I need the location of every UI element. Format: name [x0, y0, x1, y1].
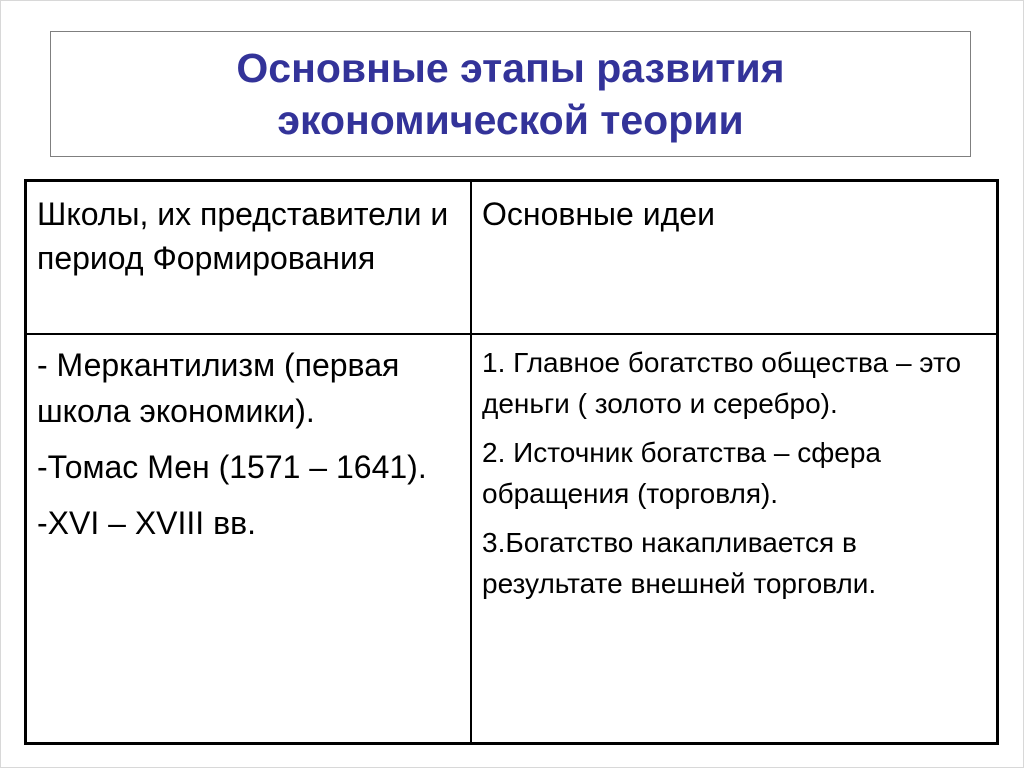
school-item: - Меркантилизм (первая школа экономики).	[37, 347, 400, 429]
title-line-2: экономической теории	[277, 97, 744, 143]
idea-item: 3.Богатство накапливается в результате внешней торговли.	[482, 527, 877, 599]
idea-item: 2. Источник богатства – сфера обращения (торговля).	[482, 437, 881, 509]
idea-item: 1. Главное богатство общества – это деньги ( золото и серебро).	[482, 347, 962, 419]
header-schools: Школы, их представители и период Формирования	[37, 196, 449, 276]
header-ideas: Основные идеи	[482, 196, 715, 232]
column-divider	[470, 182, 472, 742]
stages-table	[24, 179, 999, 745]
school-item: -Томас Мен (1571 – 1641).	[37, 449, 427, 485]
title-line-1: Основные этапы развития	[236, 45, 785, 91]
slide-title	[236, 42, 784, 146]
school-item: -XVI – XVIII вв.	[37, 505, 256, 541]
ideas-cell	[482, 342, 992, 612]
header-divider	[27, 333, 996, 335]
schools-cell	[37, 342, 462, 556]
title-box	[50, 31, 971, 157]
